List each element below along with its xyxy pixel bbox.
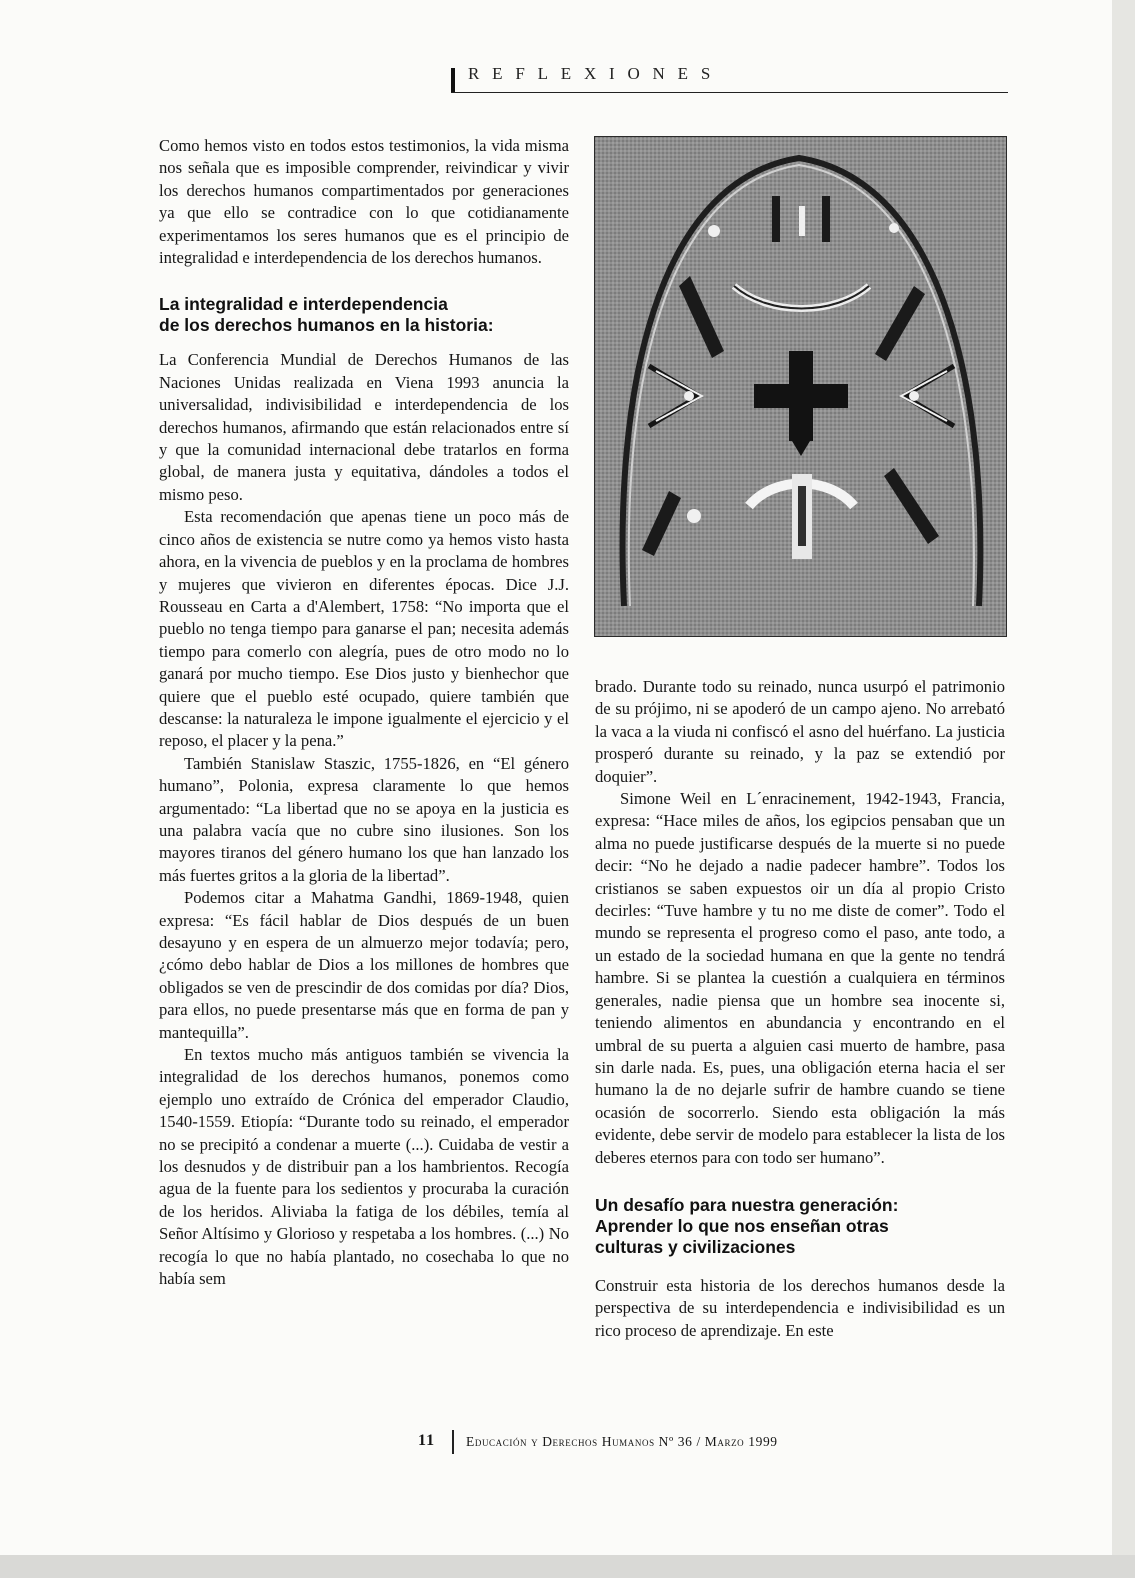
- paragraph: Como hemos visto en todos estos testimonios, la vida misma nos señala que es imposible comprender, reivindicar y vivir los derechos humanos compartimentados por generaciones ya que ello se contradice con lo que cotidianamente experimentamos los seres humanos que es el principio de integralidad e interdependencia de los derechos humanos.: [159, 136, 569, 268]
- page-right-edge: [1112, 0, 1135, 1578]
- section-heading: [595, 1195, 1005, 1258]
- heading-line: de los derechos humanos en la historia:: [159, 315, 494, 336]
- paragraph: Esta recomendación que apenas tiene un poco más de cinco años de existencia se nutre como ya hemos visto hasta ahora, en la vivencia de pueblos y en la proclama de hombres y mujeres que vivieron en diferentes épocas. Dice J.J. Rousseau en Carta a d'Alembert, 1758: “No importa que el pueblo no tenga tiempo para ganarse el pan; necesita además tiempo para comerlo con alegría, pues de otro modo no lo ganará por mucho tiempo. Ese Dios justo y bienhechor que quiere que el pueblo esté ocupado, quiere también que descanse: la naturaleza le impone igualmente el ejercicio y el reposo, el placer y la pena.”: [159, 507, 569, 751]
- scan-bottom-band: [0, 1555, 1135, 1578]
- heading-line: La integralidad e interdependencia: [159, 294, 448, 315]
- paragraph: La Conferencia Mundial de Derechos Humanos de las Naciones Unidas realizada en Viena 1993 anuncia la universalidad, indivisibilidad e interdependencia de los derechos humanos, afirmando que están relacionados entre sí y que la comunidad internacional debe tratarlos en forma global, de manera justa y equitativa, dándoles a todos el mismo peso.: [159, 350, 569, 504]
- section-title: REFLEXIONES: [468, 64, 724, 83]
- section-header: [451, 62, 1008, 93]
- sand-painting-illustration: [594, 136, 1007, 637]
- paragraph: También Stanislaw Staszic, 1755-1826, en “El género humano”, Polonia, expresa claramente lo que hemos argumentado: “La libertad que no se apoya en la justicia es una palabra vacía que no cubre sino ilusiones. Son los mayores tiranos del género humano los que han lanzado los más fuertes gritos a la gloria de la libertad”.: [159, 753, 569, 885]
- page-number: 11: [418, 1432, 436, 1449]
- right-column: [595, 676, 1005, 1342]
- section-heading: [159, 294, 569, 336]
- paragraph: En textos mucho más antiguos también se vivencia la integralidad de los derechos humanos, ponemos como ejemplo uno extraído de Crónica del emperador Claudio, 1540-1559. Etiopía: “Durante todo su reinado, el emperador no se precipitó a condenar a muerte (...). Cuidaba de vestir a los desnudos y de distribuir pan a los hambrientos. Recogía agua de la fuente para los sedientos y procuraba la curación de los heridos. Aliviaba la fatiga de los débiles, temía al Señor Altísimo y Glorioso y respetaba a los hombres. (...) No recogía lo que no había plantado, no cosechaba lo que no había sem: [159, 1045, 569, 1289]
- paragraph: brado. Durante todo su reinado, nunca usurpó el patrimonio de su prójimo, ni se apoderó de un campo ajeno. No arrebató la vaca a la viuda ni confiscó el asno del huérfano. La justicia prosperó durante su reinado, y la paz se extendió por doquier”.: [595, 677, 1005, 786]
- header-bar: [451, 68, 455, 92]
- paragraph: Simone Weil en L´enracinement, 1942-1943, Francia, expresa: “Hace miles de años, los egipcios pensaban que un alma no puede justificarse después de la muerte si no puede decir: “No he dejado a nadie padecer hambre”. Todos los cristianos se saben expuestos oir un día al propio Cristo decirles: “Tuve hambre y tu no me diste de comer”. Todo el mundo se representa el progreso como el paso, ante todo, a un estado de la sociedad humana en que la gente no tendrá hambre. Si se plantea la cuestión a cualquiera en términos generales, nadie piensa que un hombre sea inocente si, teniendo alimentos en abundancia y encontrando en el umbral de su puerta a alguien casi muerto de hambre, pasa sin darle nada. Es, pues, una obligación eterna hacia el ser humano la de no dejarle sufrir de hambre cuando se tiene ocasión de socorrerlo. Siendo esta obligación la más evidente, debe servir de modelo para establecer la lista de los deberes eternos para con todo ser humano”.: [595, 789, 1005, 1167]
- publication-info: Educación y Derechos Humanos Nº 36 / Marzo 1999: [466, 1434, 778, 1449]
- left-column: [159, 135, 569, 1291]
- footer-separator: [452, 1430, 454, 1454]
- paragraph: Podemos citar a Mahatma Gandhi, 1869-1948, quien expresa: “Es fácil hablar de Dios después de un buen desayuno y en espera de un almuerzo mejor todavía; pero, ¿cómo debo hablar de Dios a los millones de hombres que obligados se ven de prescindir de dos comidas por día? Dios, para ellos, no puede presentarse más que en forma de pan y mantequilla”.: [159, 888, 569, 1042]
- heading-line: Un desafío para nuestra generación:: [595, 1194, 899, 1215]
- heading-line: Aprender lo que nos enseñan otras: [595, 1215, 889, 1236]
- heading-line: culturas y civilizaciones: [595, 1236, 796, 1257]
- paragraph: Construir esta historia de los derechos humanos desde la perspectiva de su interdependencia e indivisibilidad es un rico proceso de aprendizaje. En este: [595, 1275, 1005, 1340]
